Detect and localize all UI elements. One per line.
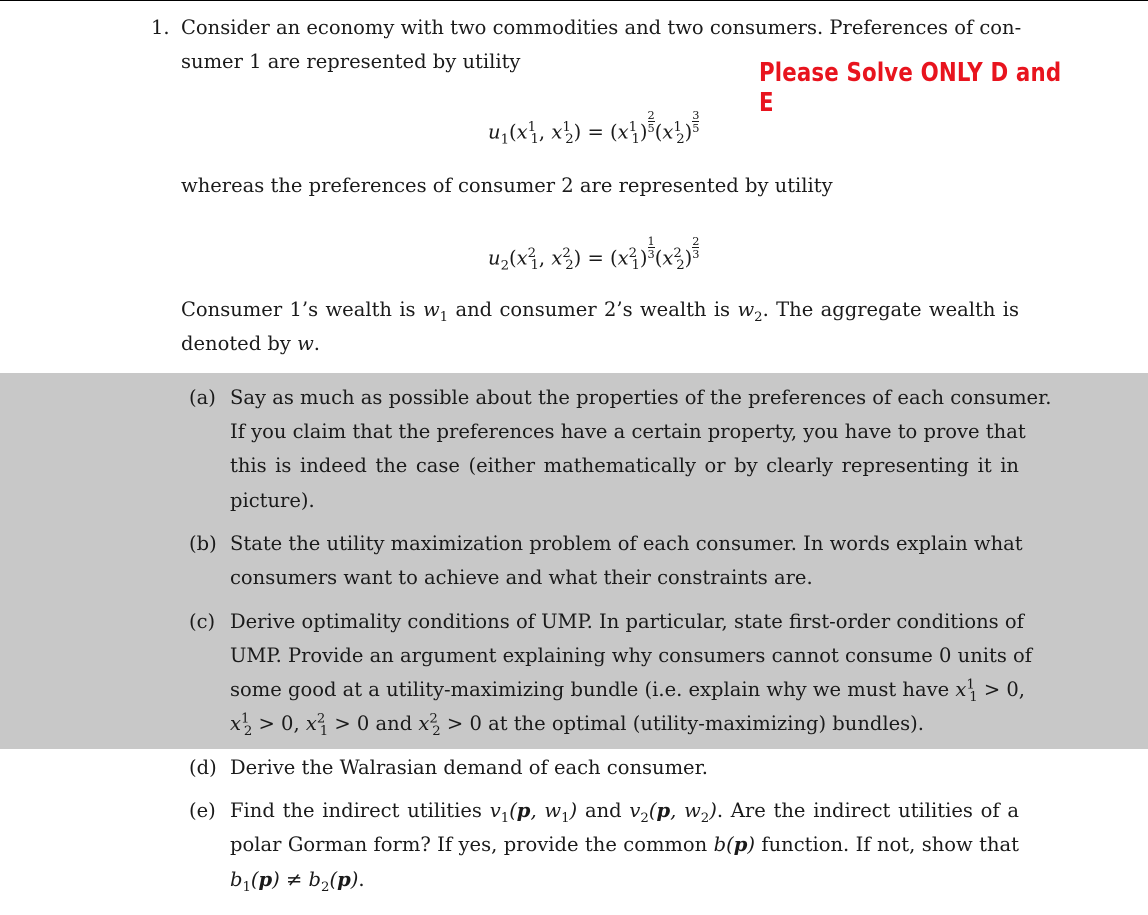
part-e-label: (e): [189, 799, 216, 822]
intro-line-2: sumer 1 are represented by utility: [181, 50, 521, 73]
part-e-line-1: Find the indirect utilities $v_1(p$, $w_1$) and $v_2(p$, $w_2$). Are the indirect utilities of a: [230, 799, 1019, 826]
part-e-line-2: polar Gorman form? If yes, provide the common b(p) function. If not, show that: [230, 833, 1019, 856]
part-c-line-2: UMP. Provide an argument explaining why consumers cannot consume 0 units of: [230, 644, 1032, 667]
part-a-line-4: picture).: [230, 489, 315, 512]
problem-number: 1.: [151, 16, 170, 39]
part-b-label: (b): [189, 532, 217, 555]
part-b-line-1: State the utility maximization problem of each consumer. In words explain what: [230, 532, 1023, 555]
part-a-line-1: Say as much as possible about the properties of the preferences of each consumer.: [230, 386, 1052, 409]
wealth-line-1: Consumer 1’s wealth is $w_1$ and consumer 2’s wealth is $w_2$. The aggregate wealth is: [181, 298, 1020, 325]
part-c-label: (c): [189, 610, 216, 633]
utility-equation-1: $u_1(x^1_1$, $x^1_2) = (x^1_1)$ $\frac{2}{5}$ $(x^1_2)$ $\frac{3}{5}$: [488, 109, 700, 148]
part-e-line-3: $b_1(p) \ne b_2(p)$.: [230, 868, 365, 895]
part-a-label: (a): [189, 386, 216, 409]
part-d-label: (d): [189, 756, 217, 779]
top-rule: [0, 0, 1148, 1]
part-c-line-1: Derive optimality conditions of UMP. In particular, state first-order conditions of: [230, 610, 1024, 633]
part-c-line-4: $x^1_2 > 0$, $x^2_1 > 0$ and $x^2_2 > 0$ at the optimal (utility-maximizing) bundles).: [230, 711, 924, 739]
instruction-note: Please Solve ONLY D and E: [759, 58, 1062, 118]
part-d-text: Derive the Walrasian demand of each consumer.: [230, 756, 708, 779]
part-a-line-2: If you claim that the preferences have a certain property, you have to prove that: [230, 420, 1026, 443]
intro-line-1: Consider an economy with two commodities and two consumers. Preferences of con-: [181, 16, 1022, 39]
mid-text: whereas the preferences of consumer 2 are represented by utility: [181, 174, 833, 197]
part-c-line-3: some good at a utility-maximizing bundle (i.e. explain why we must have $x^1_1 > 0$,: [230, 677, 1025, 705]
utility-equation-2: $u_2(x^2_1$, $x^2_2) = (x^2_1)$ $\frac{1}{3}$ $(x^2_2)$ $\frac{2}{3}$: [488, 235, 700, 274]
part-b-line-2: consumers want to achieve and what their constraints are.: [230, 566, 813, 589]
part-a-line-3: this is indeed the case (either mathematically or by clearly representing it in: [230, 454, 1019, 477]
wealth-line-2: denoted by w.: [181, 332, 320, 355]
